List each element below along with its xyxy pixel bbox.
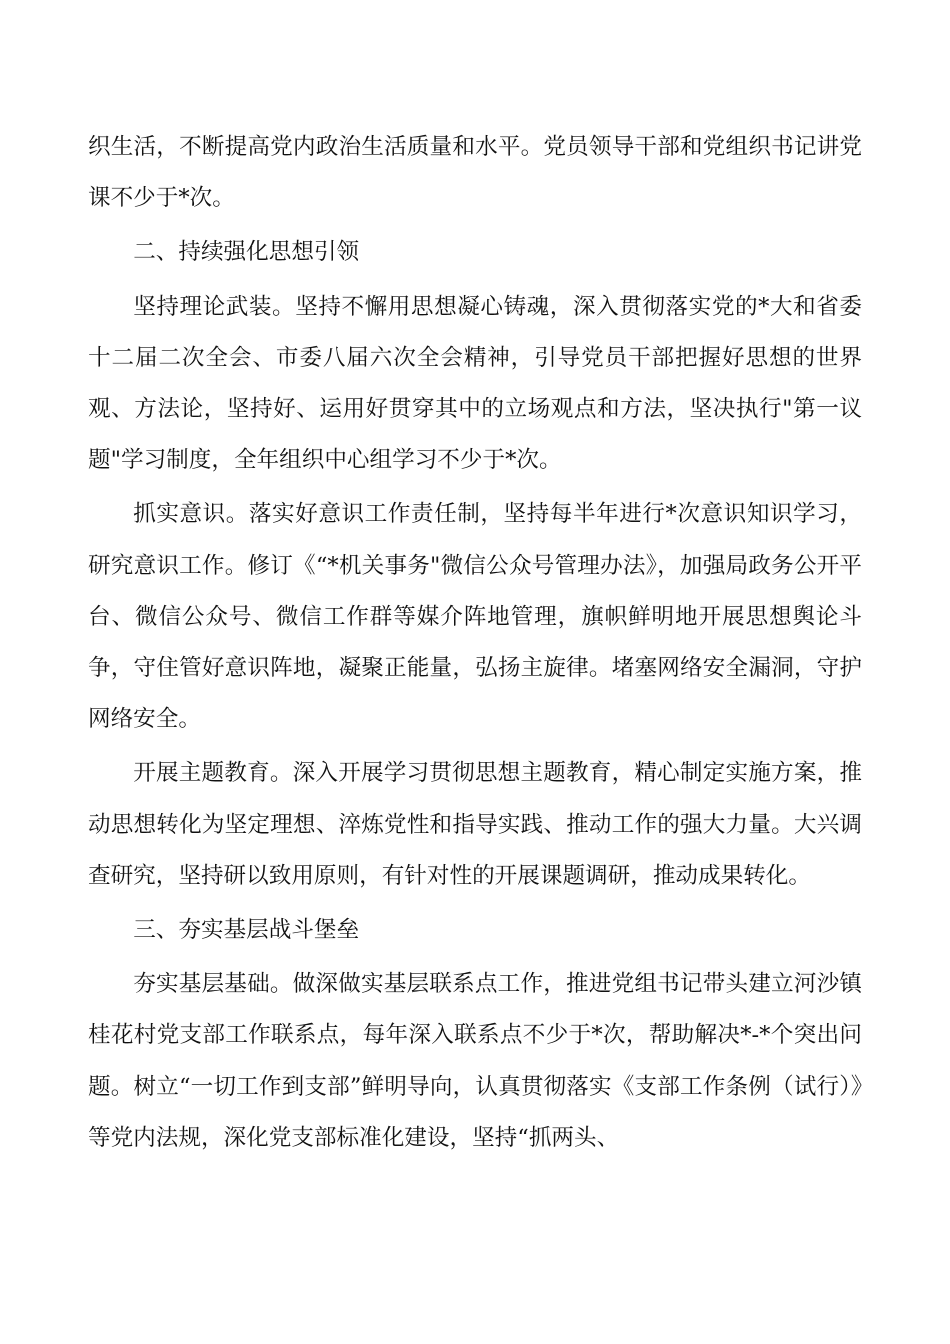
paragraph-ideology-work: 抓实意识。落实好意识工作责任制，坚持每半年进行*次意识知识学习，研究意识工作。修订《“*机关事务"微信公众号管理办法》，加强局政务公开平台、微信公众号、微信工作群等媒介阵地管理，旗帜鲜明地开展思想舆论斗争，守住管好意识阵地，凝聚正能量，弘扬主旋律。堵塞网络安全漏洞，守护网络安全。 <box>88 501 862 733</box>
paragraph-theory-armament: 坚持理论武装。坚持不懈用思想凝心铸魂，深入贯彻落实党的*大和省委十二届二次全会、市委八届六次全会精神，引导党员干部把握好思想的世界观、方法论，坚持好、运用好贯穿其中的立场观点和方法，坚决执行"第一议题"学习制度，全年组织中心组学习不少于*次。 <box>88 293 862 474</box>
paragraph-grassroots-foundation: 夯实基层基础。做深做实基层联系点工作，推进党组书记带头建立河沙镇桂花村党支部工作联系点，每年深入联系点不少于*次，帮助解决*-*个突出问题。树立“一切工作到支部”鲜明导向，认真贯彻落实《支部工作条例（试行）》等党内法规，深化党支部标准化建设，坚持“抓两头、 <box>88 971 862 1151</box>
section-heading-2: 二、持续强化思想引领 <box>133 239 360 266</box>
document-body <box>88 122 862 1164</box>
continuation-paragraph: 织生活，不断提高党内政治生活质量和水平。党员领导干部和党组织书记讲党课不少于*次。 <box>88 134 862 212</box>
paragraph-theme-education: 开展主题教育。深入开展学习贯彻思想主题教育，精心制定实施方案，推动思想转化为坚定理想、淬炼党性和指导实践、推动工作的强大力量。大兴调查研究，坚持研以致用原则，有针对性的开展课题调研，推动成果转化。 <box>88 760 862 889</box>
section-heading-3: 三、夯实基层战斗堡垒 <box>133 917 360 944</box>
